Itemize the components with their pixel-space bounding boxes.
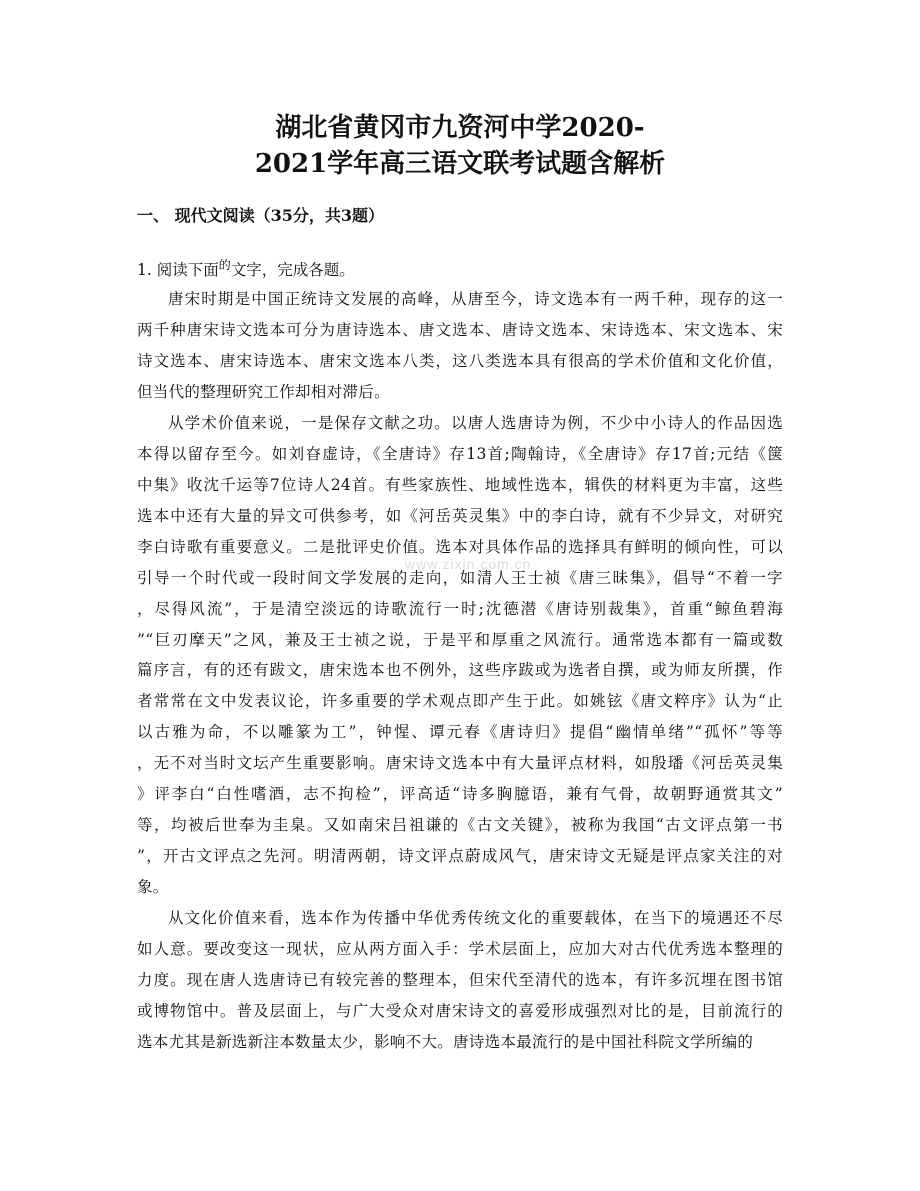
passage-line: ，无不对当时文坛产生重要影响。唐宋诗文选本中有大量评点材料，如殷璠《河岳英灵集 bbox=[137, 754, 783, 773]
passage-line: 》评李白“白性嗜酒，志不拘检”，评高适“诗多胸臆语，兼有气骨，故朝野通赏其文” bbox=[137, 785, 783, 804]
document-title-line-2: 2021学年高三语文联考试题含解析 bbox=[254, 149, 666, 179]
passage-line: ”，开古文评点之先河。明清两朝，诗文评点蔚成风气，唐宋诗文无疑是评点家关注的对 bbox=[137, 847, 783, 866]
passage-line: 等，均被后世奉为圭臬。又如南宋吕祖谦的《古文关键》，被称为我国“古文评点第一书 bbox=[137, 816, 783, 835]
question-prompt bbox=[137, 256, 355, 280]
question-suffix: 文字，完成各题。 bbox=[230, 261, 355, 279]
passage-line: 选本中还有大量的异文可供参考，如《河岳英灵集》中的李白诗，就有不少异文，对研究 bbox=[137, 506, 783, 525]
passage-line: 以古雅为命，不以雕篆为工”，钟惺、谭元春《唐诗归》提倡“幽情单绪”“孤怀”等等 bbox=[137, 723, 783, 742]
passage-line: 选本尤其是新选新注本数量太少，影响不大。唐诗选本最流行的是中国社科院文学所编的 bbox=[137, 1032, 754, 1051]
passage-line: 唐宋时期是中国正统诗文发展的高峰，从唐至今，诗文选本有一两千种，现存的这一 bbox=[168, 290, 783, 308]
passage-line: ”“巨刃摩天”之风，兼及王士祯之说，于是平和厚重之风流行。通常选本都有一篇或数 bbox=[137, 630, 783, 649]
passage-line: 篇序言，有的还有跋文，唐宋选本也不例外，这些序跋或为选者自撰，或为师友所撰，作 bbox=[137, 661, 783, 680]
question-superscript-char: 的 bbox=[218, 258, 231, 272]
watermark: www.zixin.com.cn bbox=[405, 556, 532, 572]
section-heading: 一、 现代文阅读（35分，共3题） bbox=[137, 206, 384, 225]
passage-line: 但当代的整理研究工作却相对滞后。 bbox=[137, 382, 390, 401]
passage-line: 象。 bbox=[137, 878, 169, 897]
passage-line: 从学术价值来说，一是保存文献之功。以唐人选唐诗为例，不少中小诗人的作品因选 bbox=[168, 413, 783, 432]
passage-line: 力度。现在唐人选唐诗已有较完善的整理本，但宋代至清代的选本，有许多沉埋在图书馆 bbox=[137, 970, 783, 989]
passage-line: ，尽得风流”，于是清空淡远的诗歌流行一时;沈德潜《唐诗别裁集》，首重“鲸鱼碧海 bbox=[137, 599, 783, 618]
passage-line: 或博物馆中。普及层面上，与广大受众对唐宋诗文的喜爱形成强烈对比的是，目前流行的 bbox=[137, 1001, 783, 1020]
question-prefix: 1. 阅读下面 bbox=[137, 261, 219, 279]
passage-line: 中集》收沈千运等7位诗人24首。有些家族性、地域性选本，辑佚的材料更为丰富，这些 bbox=[137, 475, 783, 494]
document-title-line-1: 湖北省黄冈市九资河中学2020- bbox=[275, 113, 645, 143]
passage-line: 引导一个时代或一段时间文学发展的走向，如清人王士祯《唐三昧集》，倡导“不着一字 bbox=[137, 568, 783, 587]
passage-line: 诗文选本、唐宋诗选本、唐宋文选本八类，这八类选本具有很高的学术价值和文化价值， bbox=[137, 351, 783, 370]
passage-line: 者常常在文中发表议论，许多重要的学术观点即产生于此。如姚铉《唐文粹序》认为“止 bbox=[137, 692, 783, 711]
passage-line: 从文化价值来看，选本作为传播中华优秀传统文化的重要载体，在当下的境遇还不尽 bbox=[168, 909, 783, 927]
passage-line: 如人意。要改变这一现状，应从两方面入手：学术层面上，应加大对古代优秀选本整理的 bbox=[137, 940, 783, 958]
passage-line: 李白诗歌有重要意义。二是批评史价值。选本对具体作品的选择具有鲜明的倾向性，可以 bbox=[137, 537, 783, 556]
passage-line: 两千种唐宋诗文选本可分为唐诗选本、唐文选本、唐诗文选本、宋诗选本、宋文选本、宋 bbox=[137, 320, 783, 339]
passage-line: 本得以留存至今。如刘昚虚诗，《全唐诗》存13首;陶翰诗，《全唐诗》存17首;元结《箧 bbox=[137, 444, 783, 463]
